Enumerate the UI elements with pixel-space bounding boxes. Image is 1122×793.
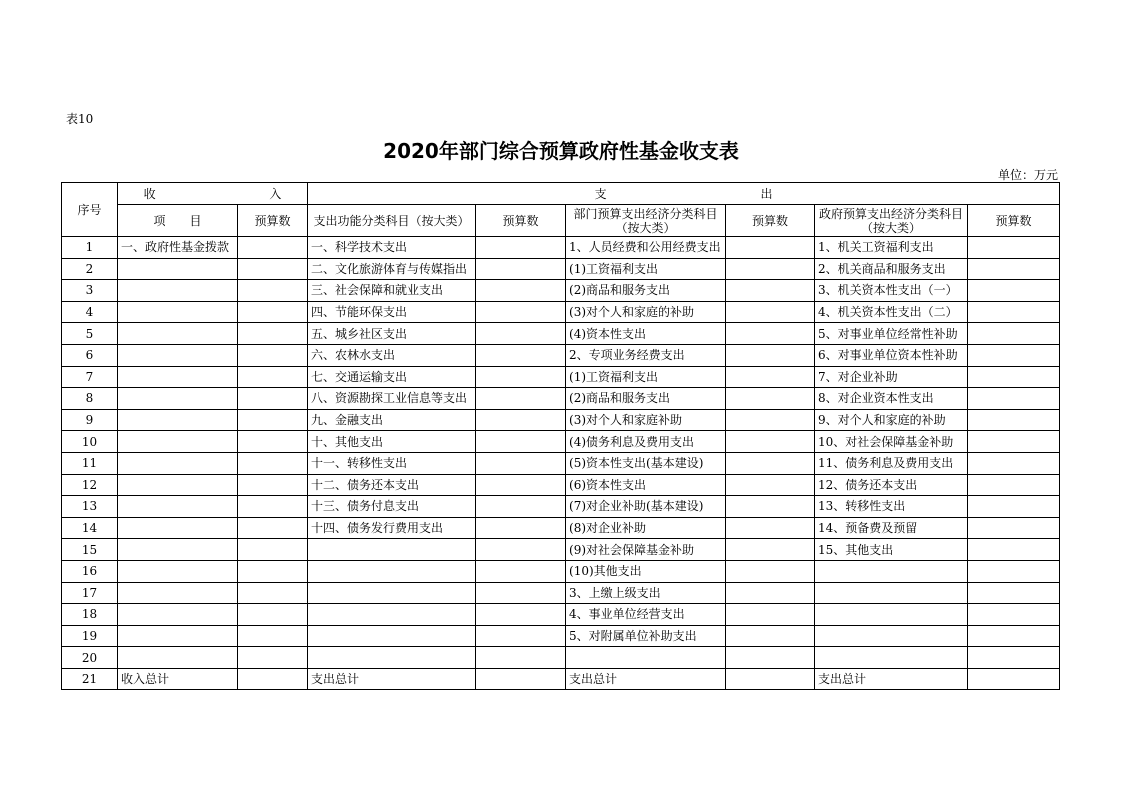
cell-seq: 5 <box>62 323 118 345</box>
cell-gov-budget <box>968 301 1060 323</box>
cell-dept-budget <box>726 452 815 474</box>
cell-gov-budget <box>968 258 1060 280</box>
cell-gov-budget <box>968 388 1060 410</box>
cell-income-item: 收入总计 <box>118 668 238 690</box>
cell-seq: 11 <box>62 452 118 474</box>
cell-income-budget <box>238 409 308 431</box>
cell-income-item <box>118 280 238 302</box>
table-row <box>62 431 1060 453</box>
cell-func-item: 支出总计 <box>308 668 476 690</box>
cell-gov-budget <box>968 625 1060 647</box>
cell-func-item <box>308 625 476 647</box>
cell-income-item <box>118 388 238 410</box>
cell-dept-item: 3、上缴上级支出 <box>566 582 726 604</box>
cell-func-budget <box>476 409 566 431</box>
cell-income-item <box>118 539 238 561</box>
cell-gov-budget <box>968 344 1060 366</box>
cell-income-budget <box>238 668 308 690</box>
cell-func-item: 九、金融支出 <box>308 409 476 431</box>
cell-func-item: 十二、债务还本支出 <box>308 474 476 496</box>
cell-func-item: 十、其他支出 <box>308 431 476 453</box>
cell-dept-budget <box>726 604 815 626</box>
cell-dept-budget <box>726 237 815 259</box>
cell-gov-item <box>815 625 968 647</box>
cell-gov-item <box>815 582 968 604</box>
table-row <box>62 474 1060 496</box>
cell-func-item: 六、农林水支出 <box>308 344 476 366</box>
cell-dept-item <box>566 647 726 669</box>
cell-gov-budget <box>968 496 1060 518</box>
cell-func-item <box>308 647 476 669</box>
cell-func-item: 二、文化旅游体育与传媒指出 <box>308 258 476 280</box>
cell-dept-budget <box>726 344 815 366</box>
header-income-budget: 预算数 <box>238 205 308 237</box>
cell-gov-budget <box>968 539 1060 561</box>
cell-func-budget <box>476 301 566 323</box>
header-expense-right: 出 <box>760 186 773 201</box>
cell-income-item <box>118 474 238 496</box>
cell-income-item <box>118 517 238 539</box>
table-row <box>62 258 1060 280</box>
cell-dept-item: (8)对企业补助 <box>566 517 726 539</box>
cell-seq: 1 <box>62 237 118 259</box>
header-dept-econ-line1: 部门预算支出经济分类科目 <box>573 206 718 221</box>
cell-dept-item: (3)对个人和家庭的补助 <box>566 301 726 323</box>
cell-func-item <box>308 582 476 604</box>
table-row <box>62 539 1060 561</box>
cell-income-item <box>118 452 238 474</box>
cell-income-item <box>118 301 238 323</box>
header-income-right: 入 <box>269 186 282 201</box>
cell-dept-budget <box>726 280 815 302</box>
cell-func-budget <box>476 604 566 626</box>
cell-gov-item: 3、机关资本性支出（一） <box>815 280 968 302</box>
cell-func-item: 三、社会保障和就业支出 <box>308 280 476 302</box>
cell-func-budget <box>476 344 566 366</box>
table-row <box>62 647 1060 669</box>
table-row <box>62 582 1060 604</box>
table-row <box>62 301 1060 323</box>
table-row <box>62 496 1060 518</box>
table-row <box>62 323 1060 345</box>
cell-dept-budget <box>726 474 815 496</box>
cell-income-budget <box>238 539 308 561</box>
cell-dept-item: 2、专项业务经费支出 <box>566 344 726 366</box>
table-number-label: 表10 <box>66 112 94 126</box>
cell-dept-item: (5)资本性支出(基本建设) <box>566 452 726 474</box>
cell-dept-budget <box>726 496 815 518</box>
cell-gov-item: 14、预备费及预留 <box>815 517 968 539</box>
table-row <box>62 604 1060 626</box>
header-income-left: 收 <box>143 186 156 201</box>
cell-func-budget <box>476 388 566 410</box>
cell-income-budget <box>238 517 308 539</box>
cell-seq: 19 <box>62 625 118 647</box>
cell-income-item <box>118 431 238 453</box>
cell-gov-item: 4、机关资本性支出（二） <box>815 301 968 323</box>
cell-gov-item: 9、对个人和家庭的补助 <box>815 409 968 431</box>
cell-gov-budget <box>968 668 1060 690</box>
cell-dept-budget <box>726 539 815 561</box>
table-row <box>62 517 1060 539</box>
header-income-section <box>118 183 308 205</box>
cell-func-item: 一、科学技术支出 <box>308 237 476 259</box>
cell-income-item <box>118 344 238 366</box>
cell-seq: 15 <box>62 539 118 561</box>
cell-dept-item: (1)工资福利支出 <box>566 366 726 388</box>
table-row <box>62 344 1060 366</box>
cell-income-budget <box>238 496 308 518</box>
header-dept-econ <box>566 205 726 237</box>
cell-func-budget <box>476 280 566 302</box>
cell-gov-budget <box>968 560 1060 582</box>
cell-income-item <box>118 258 238 280</box>
cell-func-budget <box>476 366 566 388</box>
cell-dept-budget <box>726 431 815 453</box>
cell-func-budget <box>476 625 566 647</box>
cell-income-budget <box>238 604 308 626</box>
cell-func-budget <box>476 517 566 539</box>
cell-dept-item: (9)对社会保障基金补助 <box>566 539 726 561</box>
cell-income-budget <box>238 280 308 302</box>
table-row <box>62 452 1060 474</box>
table-row <box>62 237 1060 259</box>
cell-gov-item <box>815 604 968 626</box>
cell-income-budget <box>238 560 308 582</box>
cell-func-item <box>308 604 476 626</box>
table-row <box>62 388 1060 410</box>
cell-income-item <box>118 409 238 431</box>
cell-gov-budget <box>968 280 1060 302</box>
cell-gov-budget <box>968 647 1060 669</box>
cell-func-budget <box>476 647 566 669</box>
cell-income-budget <box>238 344 308 366</box>
cell-seq: 7 <box>62 366 118 388</box>
cell-dept-budget <box>726 323 815 345</box>
cell-dept-budget <box>726 582 815 604</box>
cell-income-item <box>118 604 238 626</box>
cell-seq: 10 <box>62 431 118 453</box>
cell-seq: 18 <box>62 604 118 626</box>
cell-dept-item: (6)资本性支出 <box>566 474 726 496</box>
header-dept-budget: 预算数 <box>726 205 815 237</box>
cell-gov-budget <box>968 431 1060 453</box>
cell-dept-item: (3)对个人和家庭补助 <box>566 409 726 431</box>
cell-func-item: 十三、债务付息支出 <box>308 496 476 518</box>
cell-seq: 9 <box>62 409 118 431</box>
cell-gov-item: 10、对社会保障基金补助 <box>815 431 968 453</box>
cell-seq: 8 <box>62 388 118 410</box>
cell-func-budget <box>476 496 566 518</box>
cell-dept-item: (1)工资福利支出 <box>566 258 726 280</box>
header-expense-section <box>308 183 1060 205</box>
cell-income-item <box>118 323 238 345</box>
cell-func-item: 十一、转移性支出 <box>308 452 476 474</box>
cell-income-budget <box>238 452 308 474</box>
cell-dept-budget <box>726 409 815 431</box>
unit-label: 单位：万元 <box>997 168 1058 182</box>
cell-dept-item: 1、人员经费和公用经费支出 <box>566 237 726 259</box>
cell-dept-item: (7)对企业补助(基本建设) <box>566 496 726 518</box>
cell-func-item: 五、城乡社区支出 <box>308 323 476 345</box>
cell-dept-budget <box>726 625 815 647</box>
cell-gov-item: 支出总计 <box>815 668 968 690</box>
cell-gov-budget <box>968 474 1060 496</box>
cell-income-item <box>118 647 238 669</box>
cell-dept-item: (4)债务利息及费用支出 <box>566 431 726 453</box>
table-row <box>62 668 1060 690</box>
cell-gov-item <box>815 560 968 582</box>
cell-func-item <box>308 539 476 561</box>
table-row <box>62 366 1060 388</box>
header-gov-econ-line2: （按大类） <box>861 220 922 235</box>
cell-dept-item: (10)其他支出 <box>566 560 726 582</box>
cell-gov-item: 11、债务利息及费用支出 <box>815 452 968 474</box>
cell-dept-item: (2)商品和服务支出 <box>566 388 726 410</box>
cell-gov-budget <box>968 517 1060 539</box>
header-gov-econ <box>815 205 968 237</box>
cell-seq: 12 <box>62 474 118 496</box>
cell-func-budget <box>476 237 566 259</box>
cell-income-budget <box>238 431 308 453</box>
cell-income-budget <box>238 625 308 647</box>
cell-dept-item: 支出总计 <box>566 668 726 690</box>
header-dept-econ-line2: （按大类） <box>615 220 676 235</box>
cell-income-item <box>118 560 238 582</box>
cell-income-budget <box>238 323 308 345</box>
cell-seq: 20 <box>62 647 118 669</box>
cell-gov-budget <box>968 237 1060 259</box>
cell-func-item <box>308 560 476 582</box>
cell-gov-budget <box>968 366 1060 388</box>
cell-income-item <box>118 496 238 518</box>
cell-gov-item: 1、机关工资福利支出 <box>815 237 968 259</box>
cell-dept-budget <box>726 301 815 323</box>
cell-seq: 14 <box>62 517 118 539</box>
cell-income-budget <box>238 647 308 669</box>
cell-gov-item: 2、机关商品和服务支出 <box>815 258 968 280</box>
cell-dept-item: (4)资本性支出 <box>566 323 726 345</box>
header-gov-budget: 预算数 <box>968 205 1060 237</box>
cell-income-item <box>118 625 238 647</box>
cell-func-budget <box>476 668 566 690</box>
cell-seq: 6 <box>62 344 118 366</box>
cell-func-item: 八、资源勘探工业信息等支出 <box>308 388 476 410</box>
cell-func-item: 十四、债务发行费用支出 <box>308 517 476 539</box>
cell-dept-budget <box>726 388 815 410</box>
table-row <box>62 409 1060 431</box>
cell-income-item: 一、政府性基金拨款 <box>118 237 238 259</box>
cell-income-budget <box>238 366 308 388</box>
cell-func-budget <box>476 431 566 453</box>
cell-dept-item: (2)商品和服务支出 <box>566 280 726 302</box>
cell-seq: 3 <box>62 280 118 302</box>
header-func-class: 支出功能分类科目（按大类） <box>308 205 476 237</box>
table-row <box>62 560 1060 582</box>
cell-gov-budget <box>968 582 1060 604</box>
cell-gov-item: 13、转移性支出 <box>815 496 968 518</box>
cell-gov-item: 5、对事业单位经常性补助 <box>815 323 968 345</box>
cell-dept-item: 4、事业单位经营支出 <box>566 604 726 626</box>
table-body <box>62 237 1060 690</box>
cell-func-budget <box>476 582 566 604</box>
cell-func-budget <box>476 474 566 496</box>
header-item: 项 目 <box>118 205 238 237</box>
cell-gov-item: 6、对事业单位资本性补助 <box>815 344 968 366</box>
header-expense-left: 支 <box>594 186 607 201</box>
cell-dept-budget <box>726 647 815 669</box>
header-seq: 序号 <box>62 183 118 237</box>
cell-dept-budget <box>726 517 815 539</box>
cell-gov-item <box>815 647 968 669</box>
cell-gov-item: 15、其他支出 <box>815 539 968 561</box>
cell-func-item: 四、节能环保支出 <box>308 301 476 323</box>
cell-gov-budget <box>968 604 1060 626</box>
cell-gov-item: 7、对企业补助 <box>815 366 968 388</box>
cell-income-budget <box>238 474 308 496</box>
cell-gov-item: 8、对企业资本性支出 <box>815 388 968 410</box>
header-func-budget: 预算数 <box>476 205 566 237</box>
cell-income-item <box>118 582 238 604</box>
cell-func-budget <box>476 539 566 561</box>
cell-func-budget <box>476 323 566 345</box>
table-row <box>62 280 1060 302</box>
page-title: 2020年部门综合预算政府性基金收支表 <box>383 139 739 163</box>
cell-seq: 4 <box>62 301 118 323</box>
header-gov-econ-line1: 政府预算支出经济分类科目 <box>819 206 964 221</box>
cell-dept-budget <box>726 258 815 280</box>
cell-gov-budget <box>968 452 1060 474</box>
cell-income-budget <box>238 301 308 323</box>
cell-func-budget <box>476 258 566 280</box>
cell-seq: 21 <box>62 668 118 690</box>
cell-income-item <box>118 366 238 388</box>
cell-gov-budget <box>968 323 1060 345</box>
cell-seq: 13 <box>62 496 118 518</box>
cell-income-budget <box>238 258 308 280</box>
cell-dept-item: 5、对附属单位补助支出 <box>566 625 726 647</box>
cell-gov-item: 12、债务还本支出 <box>815 474 968 496</box>
cell-dept-budget <box>726 560 815 582</box>
cell-func-budget <box>476 560 566 582</box>
cell-func-item: 七、交通运输支出 <box>308 366 476 388</box>
cell-seq: 17 <box>62 582 118 604</box>
cell-seq: 16 <box>62 560 118 582</box>
cell-income-budget <box>238 237 308 259</box>
cell-seq: 2 <box>62 258 118 280</box>
table-row <box>62 625 1060 647</box>
cell-income-budget <box>238 582 308 604</box>
cell-gov-budget <box>968 409 1060 431</box>
cell-income-budget <box>238 388 308 410</box>
cell-dept-budget <box>726 366 815 388</box>
budget-table <box>61 182 1060 690</box>
cell-dept-budget <box>726 668 815 690</box>
cell-func-budget <box>476 452 566 474</box>
